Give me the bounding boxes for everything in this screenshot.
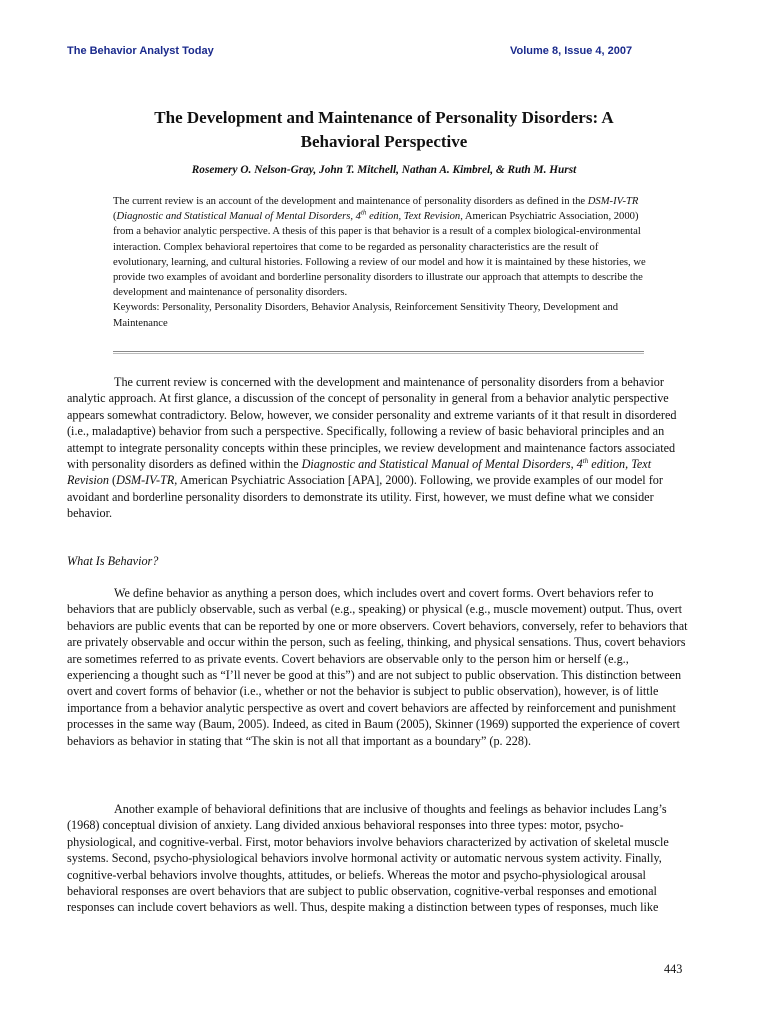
page-number: 443: [664, 962, 683, 976]
journal-name: The Behavior Analyst Today: [67, 45, 214, 57]
volume-issue: Volume 8, Issue 4, 2007: [510, 45, 633, 57]
keywords: Keywords: Personality, Personality Disorders, Behavior Analysis, Reinforcement Sensitivity Theory, Development and Maintenance: [113, 302, 619, 329]
body-paragraph-1: The current review is concerned with the development and maintenance of personality disorders from a behavior analytic approach. At first glance, a discussion of the concept of personality in general from a behavior analytic perspective appears somewhat contradictory. Below, however, we consider personality and extreme variants of it that result in disordered (i.e., maladaptive) behavior from such a perspective. Specifically, following a review of basic behavioral principles and an attempt to integrate personality concepts within these principles, we review development and maintenance factors associated with personality disorders as defined within the Diagnostic and Statistical Manual of Mental Disorders, 4th edition, Text Revision (DSM-IV-TR, American Psychiatric Association [APA], 2000). Following, we provide examples of our model for avoidant and borderline personality disorders to demonstrate its utility. First, however, we must define what we consider behavior.: [67, 375, 677, 521]
dsm-full-title: Diagnostic and Statistical Manual of Mental Disorders, 4th edition, Text Revision: [116, 208, 461, 223]
article-title: [60, 106, 708, 154]
section-heading: What Is Behavior?: [67, 554, 159, 568]
abstract-text: The current review is an account of the development and maintenance of personality disorders as defined in the DSM-IV-TR (Diagnostic and Statistical Manual of Mental Disorders, 4th edition, Text Revision, American Psychiatric Association, 2000) from a behavior analytic perspective. A thesis of this paper is that behavior is a result of a complex biological-environmental interaction. Complex behavioral repertoires that come to be regarded as personality characteristics are the result of evolutionary, learning, and cultural histories. Following a review of our model and how it is maintained by these histories, we provide two examples of avoidant and borderline personality disorders to illustrate our approach that attempts to describe the development and maintenance of personality disorders.: [113, 196, 646, 299]
title-line-1: The Development and Maintenance of Personality Disorders: A: [154, 108, 614, 127]
body-paragraph-2: We define behavior as anything a person does, which includes overt and covert forms. Overt behaviors refer to behaviors that are publicly observable, such as verbal (e.g., speaking) or physical (e.g., muscle movement) output. Thus, overt behaviors are public events that can be reported by one or more observers. Covert behaviors, conversely, refer to behaviors that are privately observable and occur within the person, such as feeling, thinking, and physical sensations. Thus, covert behaviors are sometimes referred to as private events. Covert behaviors are observable only to the person him or herself (e.g., experiencing a thought such as “I’ll never be good at this”) and are not subject to public observation. This distinction between overt and covert forms of behavior (i.e., whether or not the behavior is subject to public observation), however, is of little importance from a behavior analytic perspective as overt and covert behaviors are affected by reinforcement and punishment processes in the same way (Baum, 2005). Indeed, as cited in Baum (2005), Skinner (1969) supported the experience of covert behaviors as behavior in stating that “The skin is not all that important as a boundary” (p. 228).: [67, 586, 688, 748]
abstract: [113, 194, 646, 331]
title-line-2: Behavioral Perspective: [300, 132, 468, 151]
dsm-abbrev: DSM-IV-TR: [587, 196, 639, 207]
abstract-divider: [113, 351, 644, 354]
body-paragraph-3: Another example of behavioral definitions that are inclusive of thoughts and feelings as behavior includes Lang’s (1968) conceptual division of anxiety. Lang divided anxious behavioral responses into three types: motor, psycho-physiological, and cognitive-verbal. First, motor behaviors involve behaviors characterized by activation of skeletal muscle systems. Second, psycho-physiological behaviors involve hormonal activity or automatic nervous system activity. Finally, cognitive-verbal behaviors involve thoughts, attitudes, or beliefs. Whereas the motor and psycho-physiological arousal behavioral responses are overt behaviors that are subject to public observation, cognitive-verbal responses and emotional responses can include covert behaviors as well. Thus, despite making a distinction between types of responses, much like: [67, 802, 669, 915]
author-list: Rosemery O. Nelson-Gray, John T. Mitchell, Nathan A. Kimbrel, & Ruth M. Hurst: [191, 164, 577, 176]
